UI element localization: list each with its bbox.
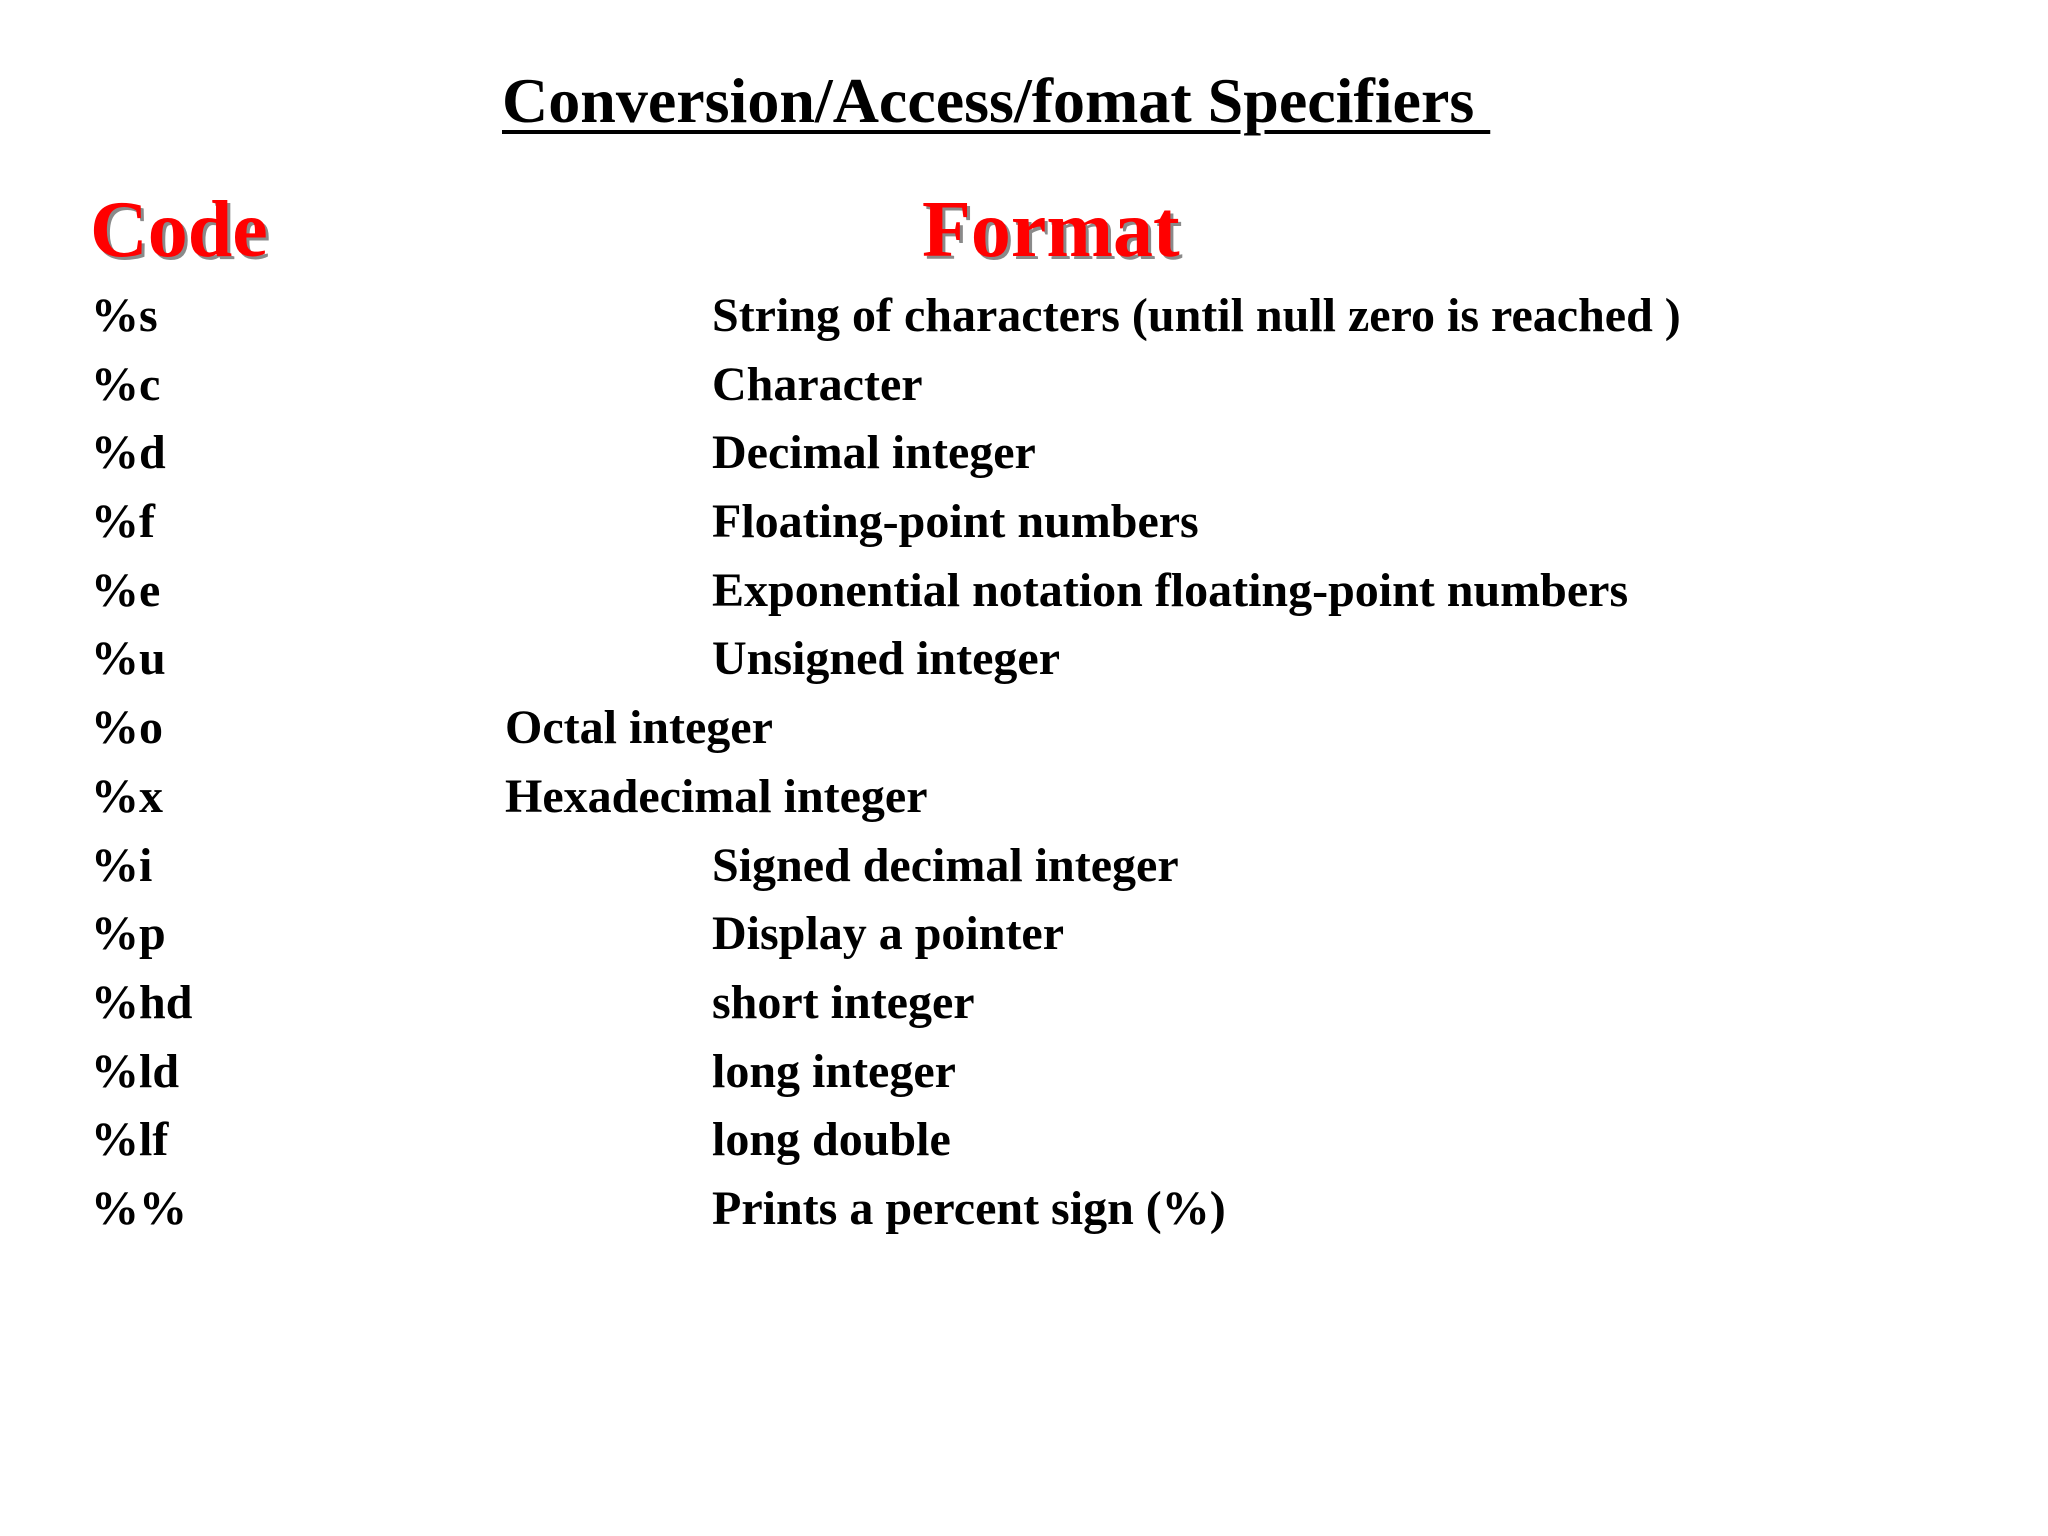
table-row xyxy=(0,694,2048,763)
table-row xyxy=(0,419,2048,488)
specifier-format: Decimal integer xyxy=(712,426,1036,480)
specifier-code: %f xyxy=(91,495,155,549)
code-column-header: Code xyxy=(90,186,268,274)
specifier-code: %x xyxy=(91,769,163,823)
specifier-code: %% xyxy=(91,1181,187,1235)
specifier-code: %d xyxy=(91,426,166,480)
format-column-header: Format xyxy=(922,186,1180,274)
table-row xyxy=(0,1038,2048,1107)
specifier-code: %e xyxy=(91,563,161,617)
specifier-format: Exponential notation floating-point numbers xyxy=(712,563,1629,617)
specifier-format: Floating-point numbers xyxy=(712,495,1199,549)
specifier-code: %u xyxy=(91,632,166,686)
table-row xyxy=(0,763,2048,832)
specifier-format: Prints a percent sign (%) xyxy=(712,1181,1226,1235)
specifier-code: %o xyxy=(91,701,163,755)
table-row xyxy=(0,282,2048,351)
table-row xyxy=(0,625,2048,694)
page-title: Conversion/Access/fomat Specifiers xyxy=(502,65,1491,136)
specifier-code: %hd xyxy=(91,975,193,1029)
specifier-format: Character xyxy=(712,357,923,411)
specifier-format: String of characters (until null zero is reached ) xyxy=(712,289,1681,342)
table-row xyxy=(0,1175,2048,1244)
specifier-format: Octal integer xyxy=(505,701,773,755)
specifier-code: %ld xyxy=(91,1044,180,1098)
specifier-table xyxy=(0,282,2048,1244)
specifier-format: long integer xyxy=(712,1044,956,1098)
table-row xyxy=(0,1106,2048,1175)
table-row xyxy=(0,900,2048,969)
specifier-format: Display a pointer xyxy=(712,907,1065,961)
specifier-code: %p xyxy=(91,907,166,961)
table-row xyxy=(0,969,2048,1038)
specifier-code: %c xyxy=(91,357,161,411)
specifier-code: %s xyxy=(91,289,158,342)
table-row xyxy=(0,832,2048,901)
specifier-format: Hexadecimal integer xyxy=(505,769,928,823)
specifier-format: Signed decimal integer xyxy=(712,838,1179,892)
specifier-format: long double xyxy=(712,1113,951,1167)
table-row xyxy=(0,557,2048,626)
specifier-format: short integer xyxy=(712,975,975,1029)
table-row xyxy=(0,351,2048,420)
table-row xyxy=(0,488,2048,557)
specifier-code: %i xyxy=(91,838,153,892)
specifier-format: Unsigned integer xyxy=(712,632,1060,686)
specifier-code: %lf xyxy=(91,1113,169,1167)
